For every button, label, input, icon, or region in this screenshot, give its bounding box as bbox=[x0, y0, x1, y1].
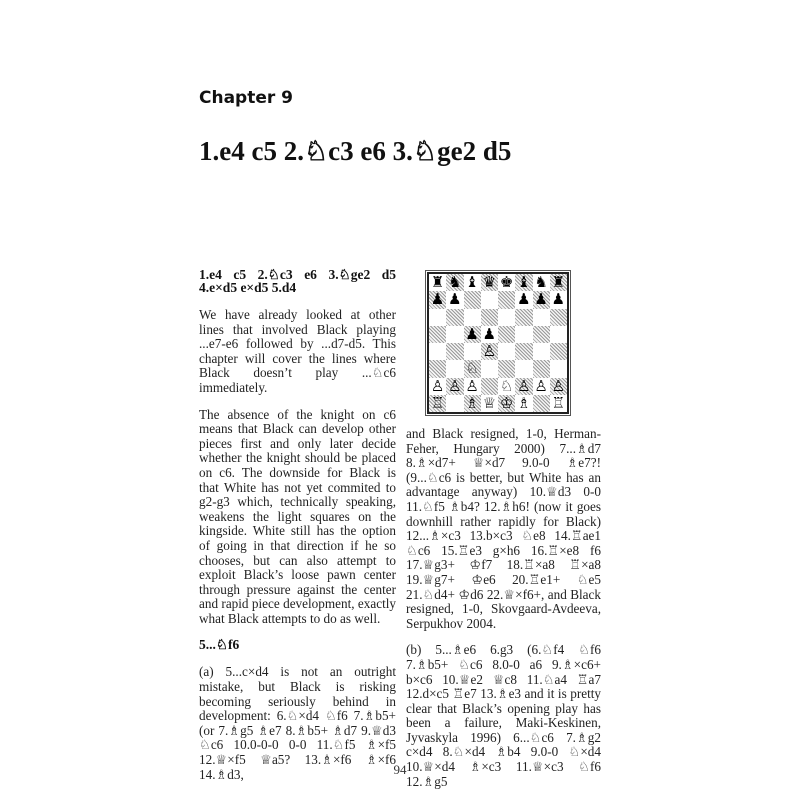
square-h8 bbox=[550, 274, 567, 291]
square-f4 bbox=[515, 343, 532, 360]
black-queen-icon: ♛ bbox=[482, 273, 497, 292]
chess-board bbox=[427, 272, 569, 414]
square-e5 bbox=[498, 326, 515, 343]
black-pawn-icon: ♟ bbox=[517, 290, 531, 309]
square-c3 bbox=[464, 360, 481, 377]
right-column bbox=[406, 427, 601, 801]
square-h7 bbox=[550, 291, 567, 308]
square-f2 bbox=[515, 378, 532, 395]
white-rook-icon: ♖ bbox=[551, 393, 566, 412]
square-h6 bbox=[550, 309, 567, 326]
square-c2 bbox=[464, 378, 481, 395]
square-g6 bbox=[533, 309, 550, 326]
variation-a: (a) 5...c×d4 is not an outright mistake, but Black is risking becoming seriously behind in development: 6.♘×d4 ♘f6 7.♗b5+ (or 7.♗g5 ♗e7 8.♗b5+ ♗d7 9.♕d3 ♘c6 10.0-0-0 0-0 11.♘f5 ♗×f5 12.♕×f5 ♕a5? 13.♗×f6 ♗×f6 14.♗d3, bbox=[199, 664, 396, 782]
square-a3 bbox=[429, 360, 446, 377]
square-b3 bbox=[446, 360, 463, 377]
square-c7 bbox=[464, 291, 481, 308]
square-f8 bbox=[515, 274, 532, 291]
square-b8 bbox=[446, 274, 463, 291]
square-f5 bbox=[515, 326, 532, 343]
black-rook-icon: ♜ bbox=[430, 273, 445, 292]
square-c8 bbox=[464, 274, 481, 291]
square-c1 bbox=[464, 395, 481, 412]
chess-diagram bbox=[425, 270, 571, 416]
square-g4 bbox=[533, 343, 550, 360]
white-knight-icon: ♘ bbox=[499, 376, 514, 395]
black-bishop-icon: ♝ bbox=[517, 273, 531, 292]
black-pawn-icon: ♟ bbox=[448, 290, 462, 309]
square-b1 bbox=[446, 395, 463, 412]
black-pawn-icon: ♟ bbox=[482, 324, 497, 343]
square-f6 bbox=[515, 309, 532, 326]
black-knight-icon: ♞ bbox=[448, 273, 462, 292]
square-a2 bbox=[429, 378, 446, 395]
white-knight-icon: ♘ bbox=[465, 359, 479, 378]
square-b4 bbox=[446, 343, 463, 360]
white-pawn-icon: ♙ bbox=[430, 376, 445, 395]
square-g2 bbox=[533, 378, 550, 395]
square-b6 bbox=[446, 309, 463, 326]
section-heading: 1.e4 c5 2.♘c3 e6 3.♘ge2 d5 4.e×d5 e×d5 5.d4 bbox=[199, 267, 396, 295]
white-pawn-icon: ♙ bbox=[534, 376, 548, 395]
square-e7 bbox=[498, 291, 515, 308]
square-d4 bbox=[481, 343, 498, 360]
white-pawn-icon: ♙ bbox=[465, 376, 479, 395]
square-c5 bbox=[464, 326, 481, 343]
black-bishop-icon: ♝ bbox=[465, 273, 479, 292]
square-h4 bbox=[550, 343, 567, 360]
square-f1 bbox=[515, 395, 532, 412]
white-bishop-icon: ♗ bbox=[517, 393, 531, 412]
square-e1 bbox=[498, 395, 515, 412]
square-b7 bbox=[446, 291, 463, 308]
black-rook-icon: ♜ bbox=[551, 273, 566, 292]
square-d1 bbox=[481, 395, 498, 412]
square-f3 bbox=[515, 360, 532, 377]
square-e6 bbox=[498, 309, 515, 326]
square-h1 bbox=[550, 395, 567, 412]
square-a1 bbox=[429, 395, 446, 412]
square-e2 bbox=[498, 378, 515, 395]
black-pawn-icon: ♟ bbox=[551, 290, 566, 309]
square-d3 bbox=[481, 360, 498, 377]
square-h3 bbox=[550, 360, 567, 377]
square-a6 bbox=[429, 309, 446, 326]
black-pawn-icon: ♟ bbox=[534, 290, 548, 309]
black-king-icon: ♚ bbox=[499, 273, 514, 292]
square-h2 bbox=[550, 378, 567, 395]
square-h5 bbox=[550, 326, 567, 343]
paragraph-intro: We have already looked at other lines that involved Black playing ...e7-e6 followed by ...d7-d5. This chapter will cover the lines where Black doesn’t play ...♘c6 immediately. bbox=[199, 307, 396, 395]
square-b2 bbox=[446, 378, 463, 395]
square-g7 bbox=[533, 291, 550, 308]
chapter-title: 1.e4 c5 2.♘c3 e6 3.♘ge2 d5 bbox=[199, 136, 512, 166]
square-a5 bbox=[429, 326, 446, 343]
white-queen-icon: ♕ bbox=[482, 393, 497, 412]
square-g8 bbox=[533, 274, 550, 291]
variation-b: (b) 5...♗e6 6.g3 (6.♘f4 ♘f6 7.♗b5+ ♘c6 8.0-0 a6 9.♗×c6+ b×c6 10.♕e2 ♕c8 11.♘a4 ♖a7 12.d×c5 ♖e7 13.♗e3 and it is pretty clear that Black’s opening play has been a failure, Maki-Keskinen, Jyvaskyla 1996) 6...♘c6 7.♗g2 c×d4 8.♘×d4 ♗b4 9.0-0 ♘×d4 10.♕×d4 ♗×c3 11.♕×c3 ♘f6 12.♗g5 bbox=[406, 642, 601, 789]
white-pawn-icon: ♙ bbox=[551, 376, 566, 395]
square-d7 bbox=[481, 291, 498, 308]
black-pawn-icon: ♟ bbox=[430, 290, 445, 309]
paragraph-knight: The absence of the knight on c6 means that Black can develop other pieces first and only later decide whether the knight should be placed on c6. The downside for Black is that White has not yet commited to g2-g3 which, technically speaking, weakens the light squares on the kingside. White still has the option of going in that direction if he so chooses, but can also attempt to exploit Black’s loose pawn center through pressure against the center and rapid piece development, exactly what Black attempts to do as well. bbox=[199, 406, 396, 626]
black-pawn-icon: ♟ bbox=[465, 324, 479, 343]
square-a4 bbox=[429, 343, 446, 360]
square-e8 bbox=[498, 274, 515, 291]
square-e4 bbox=[498, 343, 515, 360]
left-column bbox=[199, 268, 396, 794]
white-rook-icon: ♖ bbox=[430, 393, 445, 412]
white-bishop-icon: ♗ bbox=[465, 393, 479, 412]
square-d6 bbox=[481, 309, 498, 326]
square-g5 bbox=[533, 326, 550, 343]
page-number: 94 bbox=[393, 762, 407, 777]
square-g1 bbox=[533, 395, 550, 412]
square-c6 bbox=[464, 309, 481, 326]
square-d8 bbox=[481, 274, 498, 291]
paragraph-continuation: and Black resigned, 1-0, Herman-Feher, Hungary 2000) 7...♗d7 8.♗×d7+ ♕×d7 9.0-0 ♗e7?! (9...♘c6 is better, but White has an advantage anyway) 10.♕d3 0-0 11.♘f5 ♗b4? 12.♗h6! (now it goes downhill rather rapidly for Black) 12...♗×c3 13.b×c3 ♘e8 14.♖ae1 ♘c6 15.♖e3 g×h6 16.♖×e8 f6 17.♕g3+ ♔f7 18.♖×a8 ♖×a8 19.♕g7+ ♔e6 20.♖e1+ ♘e5 21.♘d4+ ♔d6 22.♕×f6+, and Black resigned, 1-0, Skovgaard-Avdeeva, Serpukhov 2004. bbox=[406, 426, 601, 631]
square-c4 bbox=[464, 343, 481, 360]
square-g3 bbox=[533, 360, 550, 377]
white-pawn-icon: ♙ bbox=[482, 342, 497, 361]
subheading-5-nf6: 5...♘f6 bbox=[199, 637, 240, 653]
square-d5 bbox=[481, 326, 498, 343]
square-a7 bbox=[429, 291, 446, 308]
white-pawn-icon: ♙ bbox=[448, 376, 462, 395]
square-d2 bbox=[481, 378, 498, 395]
white-pawn-icon: ♙ bbox=[517, 376, 531, 395]
square-a8 bbox=[429, 274, 446, 291]
white-king-icon: ♔ bbox=[499, 393, 514, 412]
square-f7 bbox=[515, 291, 532, 308]
square-e3 bbox=[498, 360, 515, 377]
black-knight-icon: ♞ bbox=[534, 273, 548, 292]
chapter-label: Chapter 9 bbox=[199, 88, 294, 108]
square-b5 bbox=[446, 326, 463, 343]
